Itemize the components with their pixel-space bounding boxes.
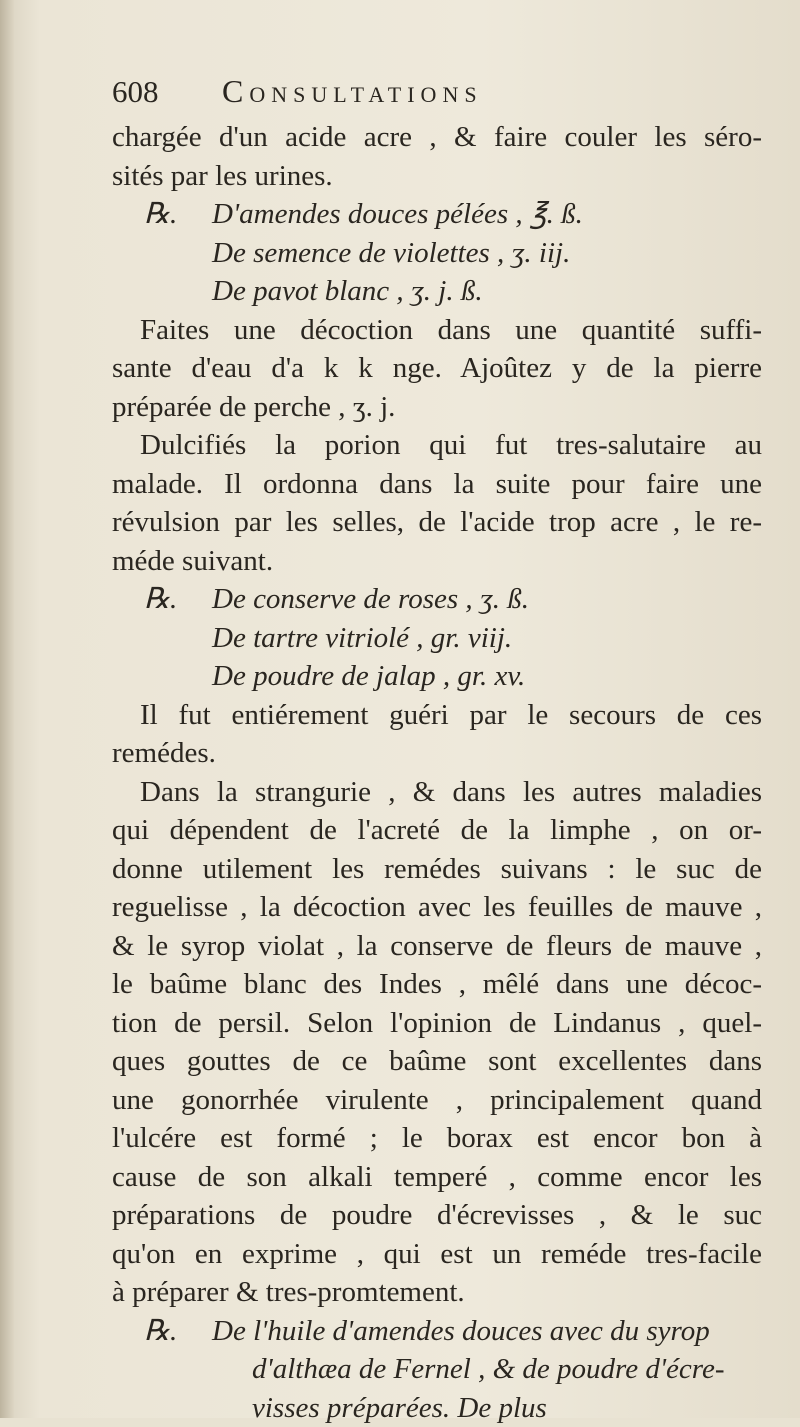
recipe-ingredient: d'althæa de Fernel , & de poudre d'écre- [252,1353,725,1385]
recipe-line [112,1312,762,1351]
recipe-line [112,657,762,696]
recipe-ingredient: De pavot blanc , ʒ. j. ß. [212,275,483,307]
text-line: préparée de perche , ʒ. j. [112,388,762,427]
text-line: révulsion par les selles, de l'acide trop acre , le re- [112,503,762,542]
text-line: Faites une décoction dans une quantité suffi- [112,311,762,350]
text-line: qu'on en exprime , qui est un reméde tres-facile [112,1235,762,1274]
recipe-line [112,1389,762,1427]
text-line: cause de son alkali temperé , comme encor les [112,1158,762,1197]
recipe-line [112,195,762,234]
recipe-line [112,234,762,273]
recipe-line [112,580,762,619]
text-line: sante d'eau d'a k k nge. Ajoûtez y de la pierre [112,349,762,388]
text-line: préparations de poudre d'écrevisses , & le suc [112,1196,762,1235]
recipe-symbol: ℞. [112,195,212,234]
recipe-ingredient: D'amendes douces pélées , ℥. ß. [212,198,583,230]
page-header [112,72,762,118]
recipe-line [112,1350,762,1389]
text-line: méde suivant. [112,542,762,581]
recipe-ingredient: De l'huile d'amendes douces avec du syrop [212,1315,710,1347]
running-title: Consultations [222,72,483,111]
recipe-ingredient: De conserve de roses , ʒ. ß. [212,583,529,615]
page-text [112,72,762,1427]
recipe-ingredient: visses préparées. De plus [252,1392,547,1424]
text-line: sités par les urines. [112,157,762,196]
text-line: malade. Il ordonna dans la suite pour faire une [112,465,762,504]
recipe-ingredient: De poudre de jalap , gr. xv. [212,660,525,692]
text-line: l'ulcére est formé ; le borax est encor bon à [112,1119,762,1158]
text-line: qui dépendent de l'acreté de la limphe , on or- [112,811,762,850]
recipe-ingredient: De tartre vitriolé , gr. viij. [212,622,512,654]
recipe-ingredient: De semence de violettes , ʒ. iij. [212,237,570,269]
text-line: Dulcifiés la porion qui fut tres-salutaire au [112,426,762,465]
recipe-line [112,619,762,658]
recipe-symbol: ℞. [112,580,212,619]
text-line: reguelisse , la décoction avec les feuilles de mauve , [112,888,762,927]
recipe-line [112,272,762,311]
recipe-symbol: ℞. [112,1312,212,1351]
text-line: remédes. [112,734,762,773]
text-line: tion de persil. Selon l'opinion de Lindanus , quel- [112,1004,762,1043]
page-number: 608 [112,73,222,112]
text-line: Il fut entiérement guéri par le secours de ces [112,696,762,735]
text-line: donne utilement les remédes suivans : le suc de [112,850,762,889]
text-line: chargée d'un acide acre , & faire couler les séro- [112,118,762,157]
text-line: & le syrop violat , la conserve de fleurs de mauve , [112,927,762,966]
text-line: le baûme blanc des Indes , mêlé dans une décoc- [112,965,762,1004]
text-line: une gonorrhée virulente , principalement quand [112,1081,762,1120]
text-line: Dans la strangurie , & dans les autres maladies [112,773,762,812]
text-line: ques gouttes de ce baûme sont excellentes dans [112,1042,762,1081]
text-line: à préparer & tres-promtement. [112,1273,762,1312]
